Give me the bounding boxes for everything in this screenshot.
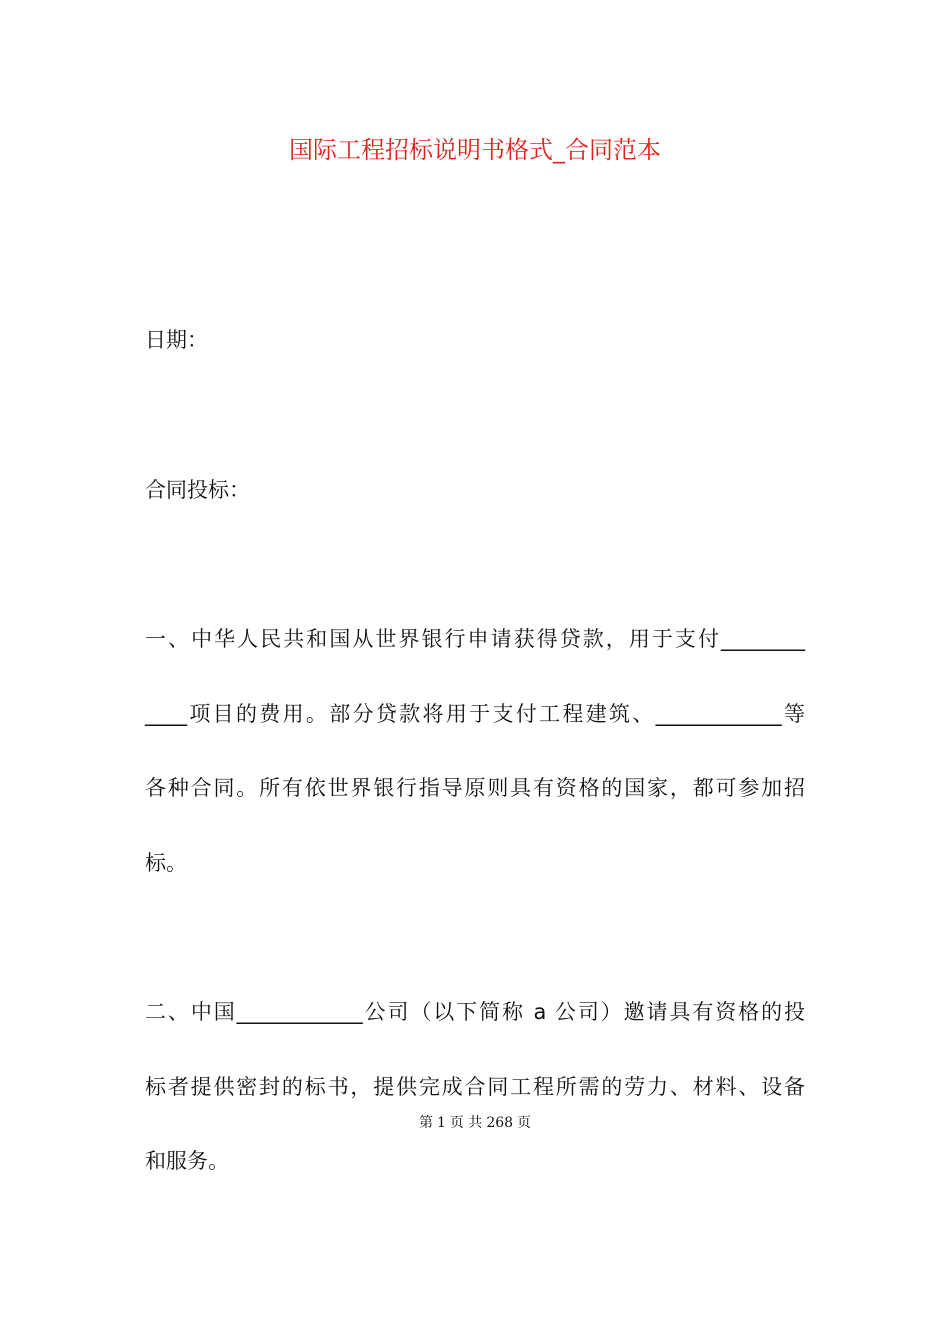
footer-total-pages: 268 xyxy=(486,1115,514,1131)
contract-tender-label: 合同投标： xyxy=(145,478,250,502)
footer-suffix: 页 xyxy=(517,1115,532,1131)
document-title: 国际工程招标说明书格式_合同范本 xyxy=(289,136,661,164)
section-2-line-1: 二、中国____________公司（以下简称 a 公司）邀请具有资格的投 xyxy=(145,1000,805,1024)
footer-current-page: 1 xyxy=(436,1115,446,1131)
section-1-line-4: 标。 xyxy=(145,851,187,875)
section-2-line-2: 标者提供密封的标书，提供完成合同工程所需的劳力、材料、设备 xyxy=(145,1075,805,1099)
section-1-line-3: 各种合同。所有依世界银行指导原则具有资格的国家，都可参加招 xyxy=(145,776,805,800)
section-2-line-3: 和服务。 xyxy=(145,1149,229,1173)
section-1-line-1: 一、中华人民共和国从世界银行申请获得贷款，用于支付________ xyxy=(145,627,805,651)
section-1-line-2: ____项目的费用。部分贷款将用于支付工程建筑、____________等 xyxy=(145,702,805,726)
page-number-footer xyxy=(0,1113,950,1133)
date-label: 日期： xyxy=(145,328,208,352)
footer-middle: 页 共 xyxy=(449,1115,483,1131)
footer-prefix: 第 xyxy=(418,1115,433,1131)
